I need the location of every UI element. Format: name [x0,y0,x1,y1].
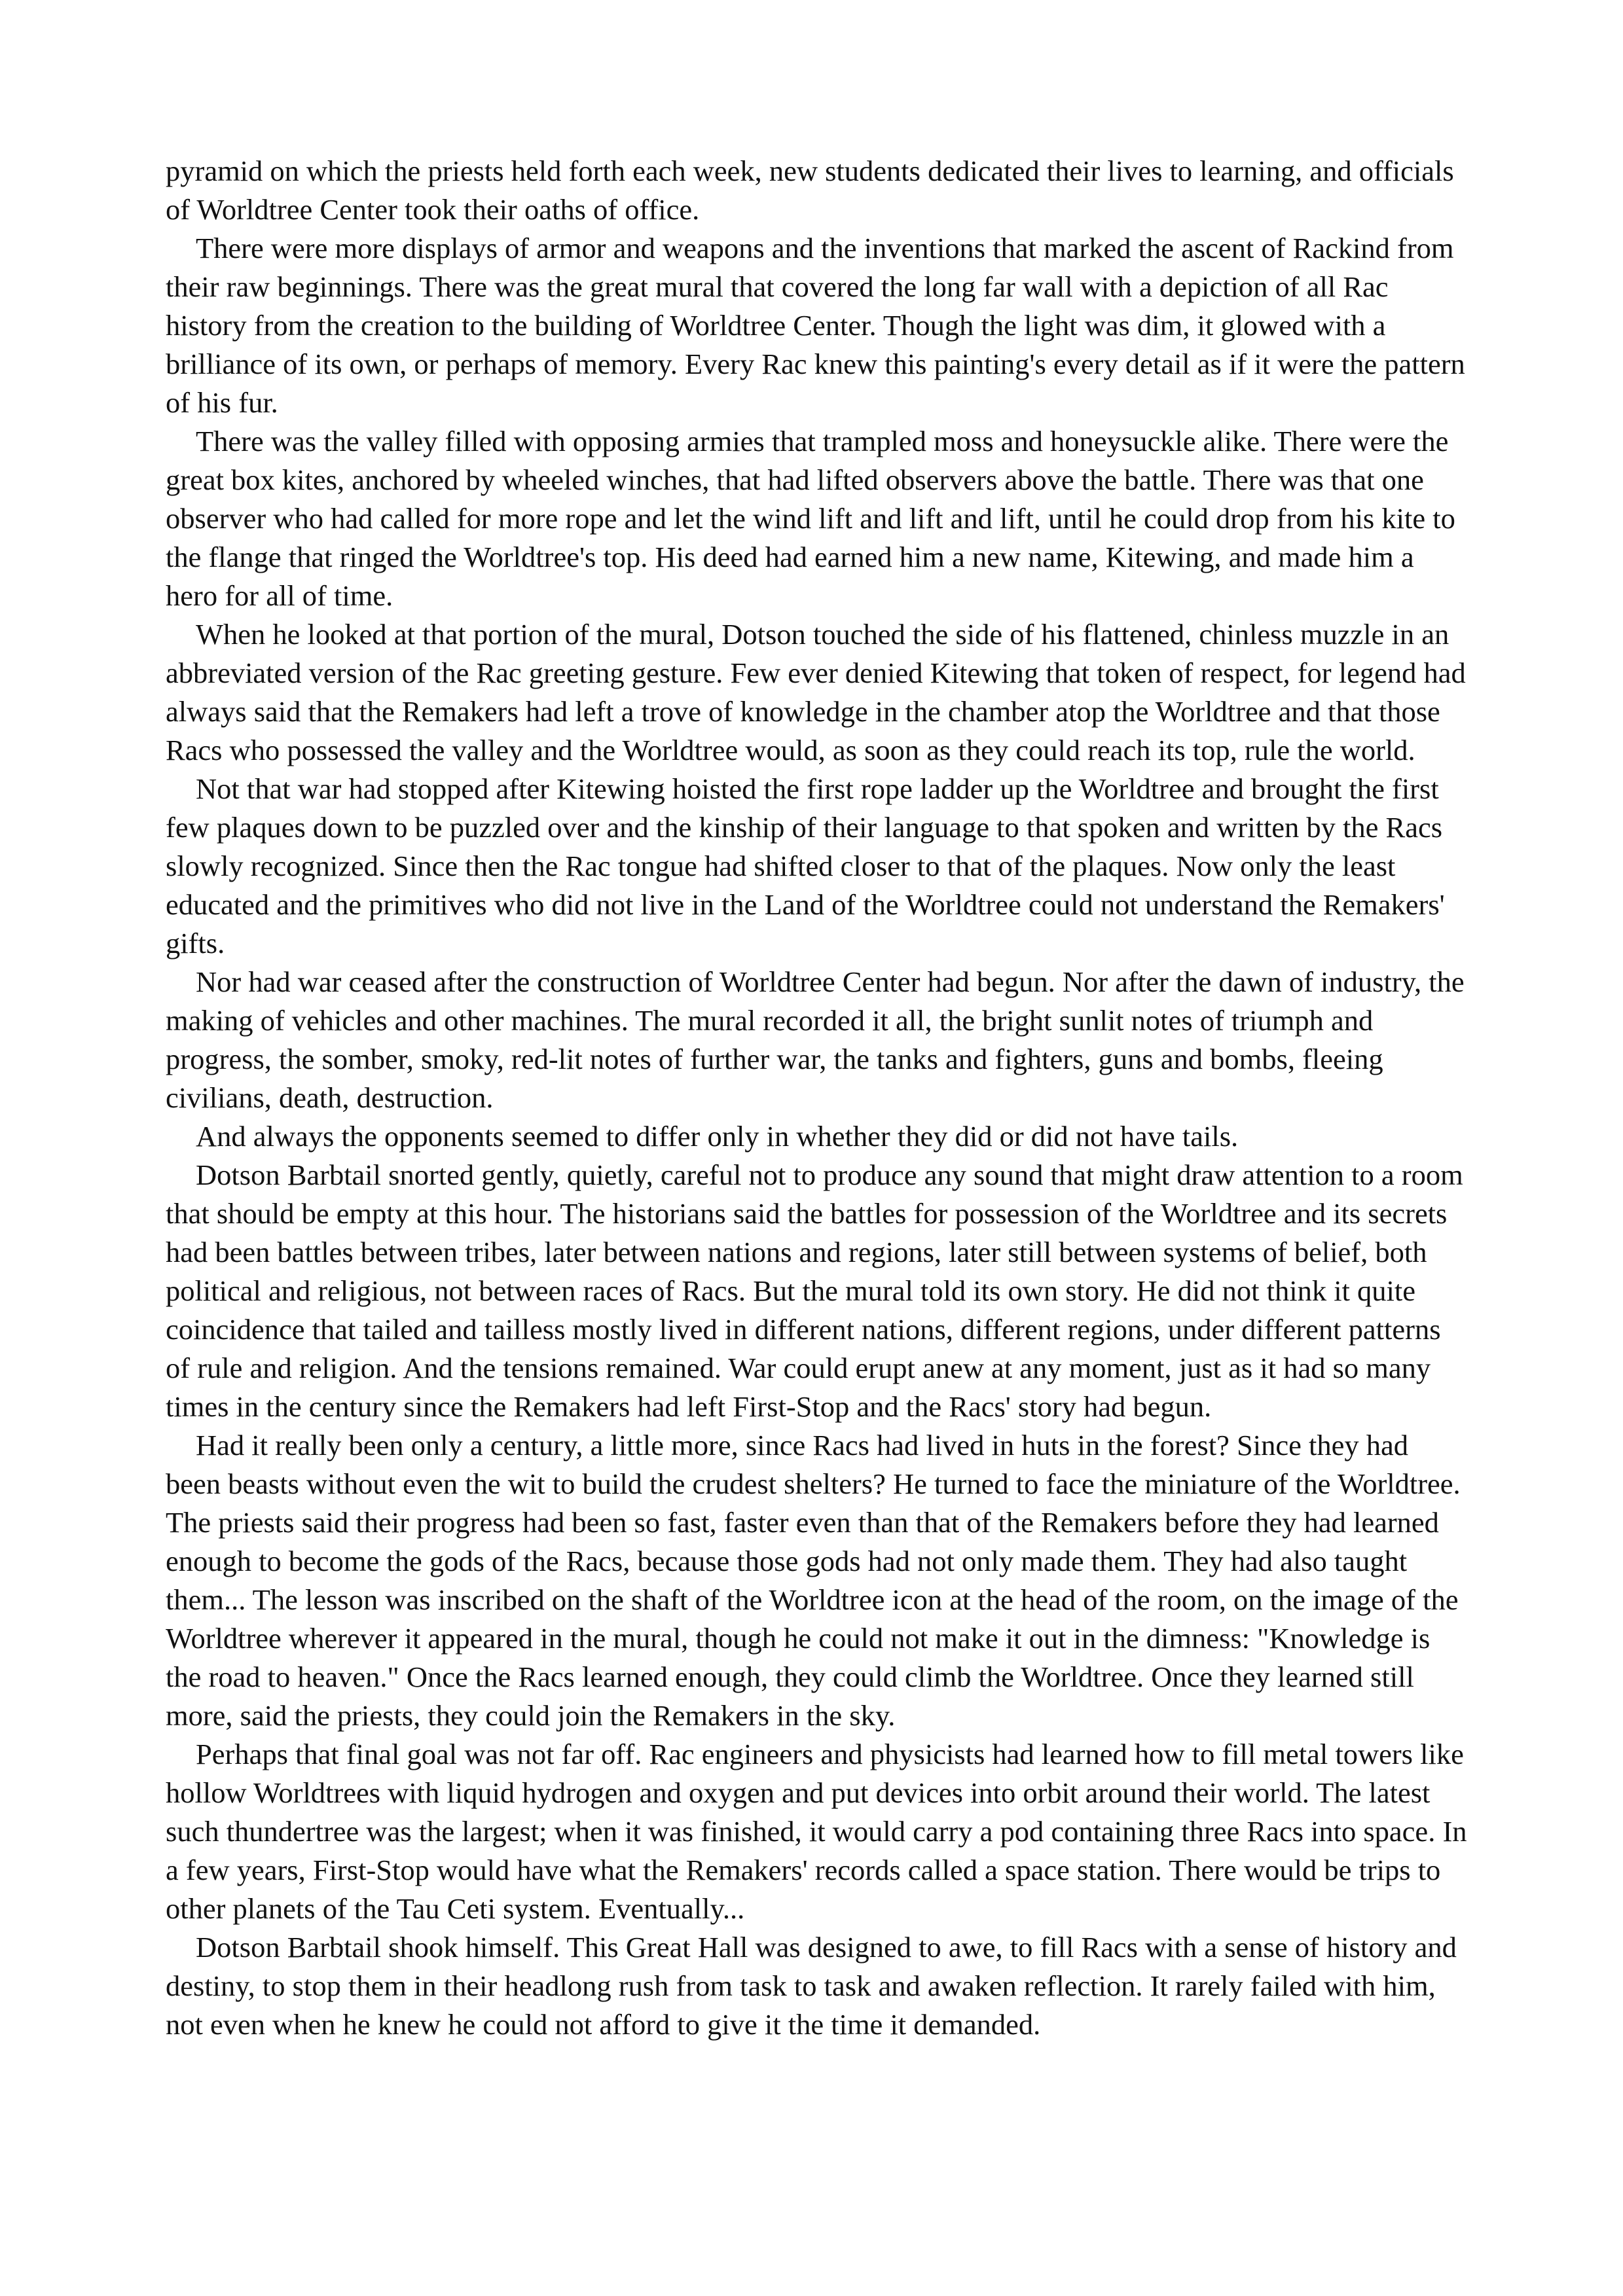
paragraph-historians: Dotson Barbtail snorted gently, quietly, careful not to produce any sound that might draw attention to a room that should be empty at this hour. The historians said the battles for possession of the Worldtree and its secrets had been battles between tribes, later between nations and regions, later still between systems of belief, both political and religious, not between races of Racs. But the mural told its own story. He did not think it quite coincidence that tailed and tailless mostly lived in different nations, different regions, under different patterns of rule and religion. And the tensions remained. War could erupt anew at any moment, just as it had so many times in the century since the Remakers had left First-Stop and the Racs' story had begun. [166,1158,1463,1423]
paragraph-tails: And always the opponents seemed to differ only in whether they did or did not have tails. [196,1120,1239,1153]
paragraph-kitewing-valley: There was the valley filled with opposing armies that trampled moss and honeysuckle alike. There were the great box kites, anchored by wheeled winches, that had lifted observers above the battle. There was that one observer who had called for more rope and let the wind lift and lift and lift, until he could drop from his kite to the flange that ringed the Worldtree's top. His deed had earned him a new name, Kitewing, and made him a hero for all of time. [166,425,1455,612]
paragraph-mural-description: There were more displays of armor and weapons and the inventions that marked the ascent of Rackind from their raw beginnings. There was the great mural that covered the long far wall with a depiction of all Rac history from the creation to the building of Worldtree Center. Though the light was dim, it glowed with a brilliance of its own, or perhaps of memory. Every Rac knew this painting's every detail as if it were the pattern of his fur. [166,232,1465,419]
paragraph-space-goal: Perhaps that final goal was not far off. Rac engineers and physicists had learned how to fill metal towers like hollow Worldtrees with liquid hydrogen and oxygen and put devices into orbit around their world. The latest such thundertree was the largest; when it was finished, it would carry a pod containing three Racs into space. In a few years, First-Stop would have what the Remakers' records called a space station. There would be trips to other planets of the Tau Ceti system. Eventually... [166,1738,1467,1925]
paragraph-greeting-gesture: When he looked at that portion of the mural, Dotson touched the side of his flattened, chinless muzzle in an abbreviated version of the Rac greeting gesture. Few ever denied Kitewing that token of respect, for legend had always said that the Remakers had left a trove of knowledge in the chamber atop the Worldtree and that those Racs who possessed the valley and the Worldtree would, as soon as they could reach its top, rule the world. [166,618,1466,766]
paragraph-great-hall: Dotson Barbtail shook himself. This Great Hall was designed to awe, to fill Racs with a sense of history and destiny, to stop them in their headlong rush from task to task and awaken reflection. It rarely failed with him, not even when he knew he could not afford to give it the time it demanded. [166,1931,1457,2041]
paragraph-rope-ladder: Not that war had stopped after Kitewing hoisted the first rope ladder up the Worldtree and brought the first few plaques down to be puzzled over and the kinship of their language to that spoken and written by the Racs slowly recognized. Since then the Rac tongue had shifted closer to that of the plaques. Now only the least educated and the primitives who did not live in the Land of the Worldtree could not understand the Remakers' gifts. [166,772,1445,960]
paragraph-century: Had it really been only a century, a little more, since Racs had lived in huts in the forest? Since they had been beasts without even the wit to build the crudest shelters? He turned to face the miniature of the Worldtree. The priests said their progress had been so fast, faster even than that of the Remakers before they had learned enough to become the gods of the Racs, because those gods had not only made them. They had also taught them... The lesson was inscribed on the shaft of the Worldtree icon at the head of the room, on the image of the Worldtree wherever it appeared in the mural, though he could not make it out in the dimness: "Knowledge is the road to heaven." Once the Racs learned enough, they could climb the Worldtree. Once they learned still more, said the priests, they could join the Remakers in the sky. [166,1429,1461,1732]
page-body [166,152,1468,2044]
paragraph-war-continued: Nor had war ceased after the construction of Worldtree Center had begun. Nor after the dawn of industry, the making of vehicles and other machines. The mural recorded it all, the bright sunlit notes of triumph and progress, the somber, smoky, red-lit notes of further war, the tanks and fighters, guns and bombs, fleeing civilians, death, destruction. [166,965,1465,1114]
paragraph-continued: pyramid on which the priests held forth each week, new students dedicated their lives to learning, and officials of Worldtree Center took their oaths of office. [166,154,1454,226]
